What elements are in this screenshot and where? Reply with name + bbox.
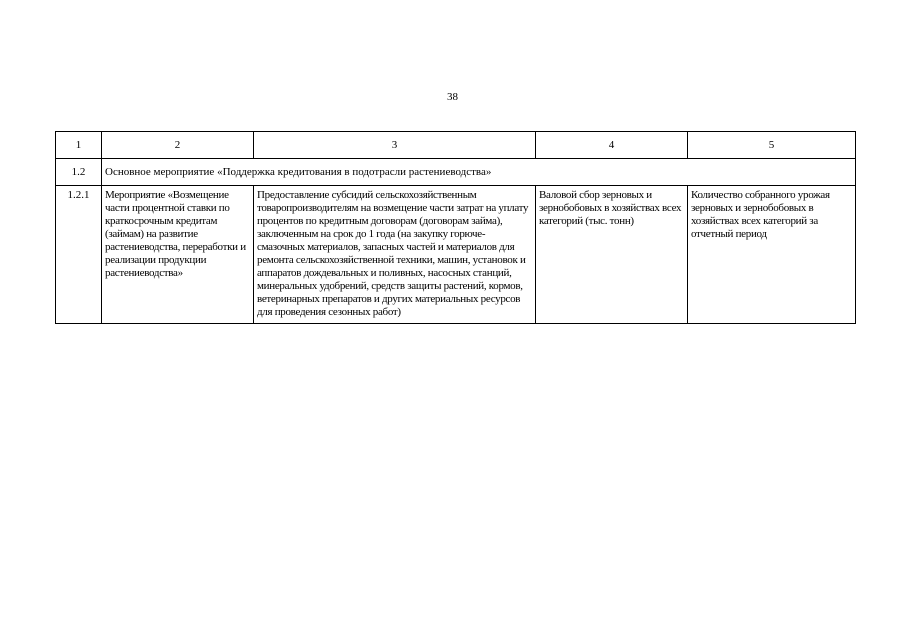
measure-cell: Мероприятие «Возмещение части процентной ставки по краткосрочным кредитам (займам) на развитие растениеводства, переработки и реализации продукции растениеводства»	[102, 186, 254, 324]
measures-table	[55, 131, 856, 324]
section-number: 1.2	[56, 159, 102, 186]
page-number: 38	[447, 91, 458, 103]
column-header: 2	[102, 132, 254, 159]
section-title: Основное мероприятие «Поддержка кредитования в подотрасли растениеводства»	[102, 159, 856, 186]
row-number: 1.2.1	[56, 186, 102, 324]
description-cell: Предоставление субсидий сельскохозяйственным товаропроизводителям на возмещение части затрат на уплату процентов по кредитным договорам (договорам займа), заключенным на срок до 1 года (на закупку горюче-смазочных материалов, запасных частей и материалов для ремонта сельскохозяйственной техники, машин, установок и аппаратов дождевальных и поливных, насосных станций, минеральных удобрений, средств защиты растений, кормов, ветеринарных препаратов и других материальных ресурсов для проведения сезонных работ)	[254, 186, 536, 324]
column-header: 3	[254, 132, 536, 159]
column-header: 4	[536, 132, 688, 159]
table-header-row	[56, 132, 856, 159]
definition-cell: Количество собранного урожая зерновых и зернобобовых в хозяйствах всех категорий за отчетный период	[688, 186, 856, 324]
section-row	[56, 159, 856, 186]
table-row	[56, 186, 856, 324]
indicator-cell: Валовой сбор зерновых и зернобобовых в хозяйствах всех категорий (тыс. тонн)	[536, 186, 688, 324]
column-header: 1	[56, 132, 102, 159]
column-header: 5	[688, 132, 856, 159]
